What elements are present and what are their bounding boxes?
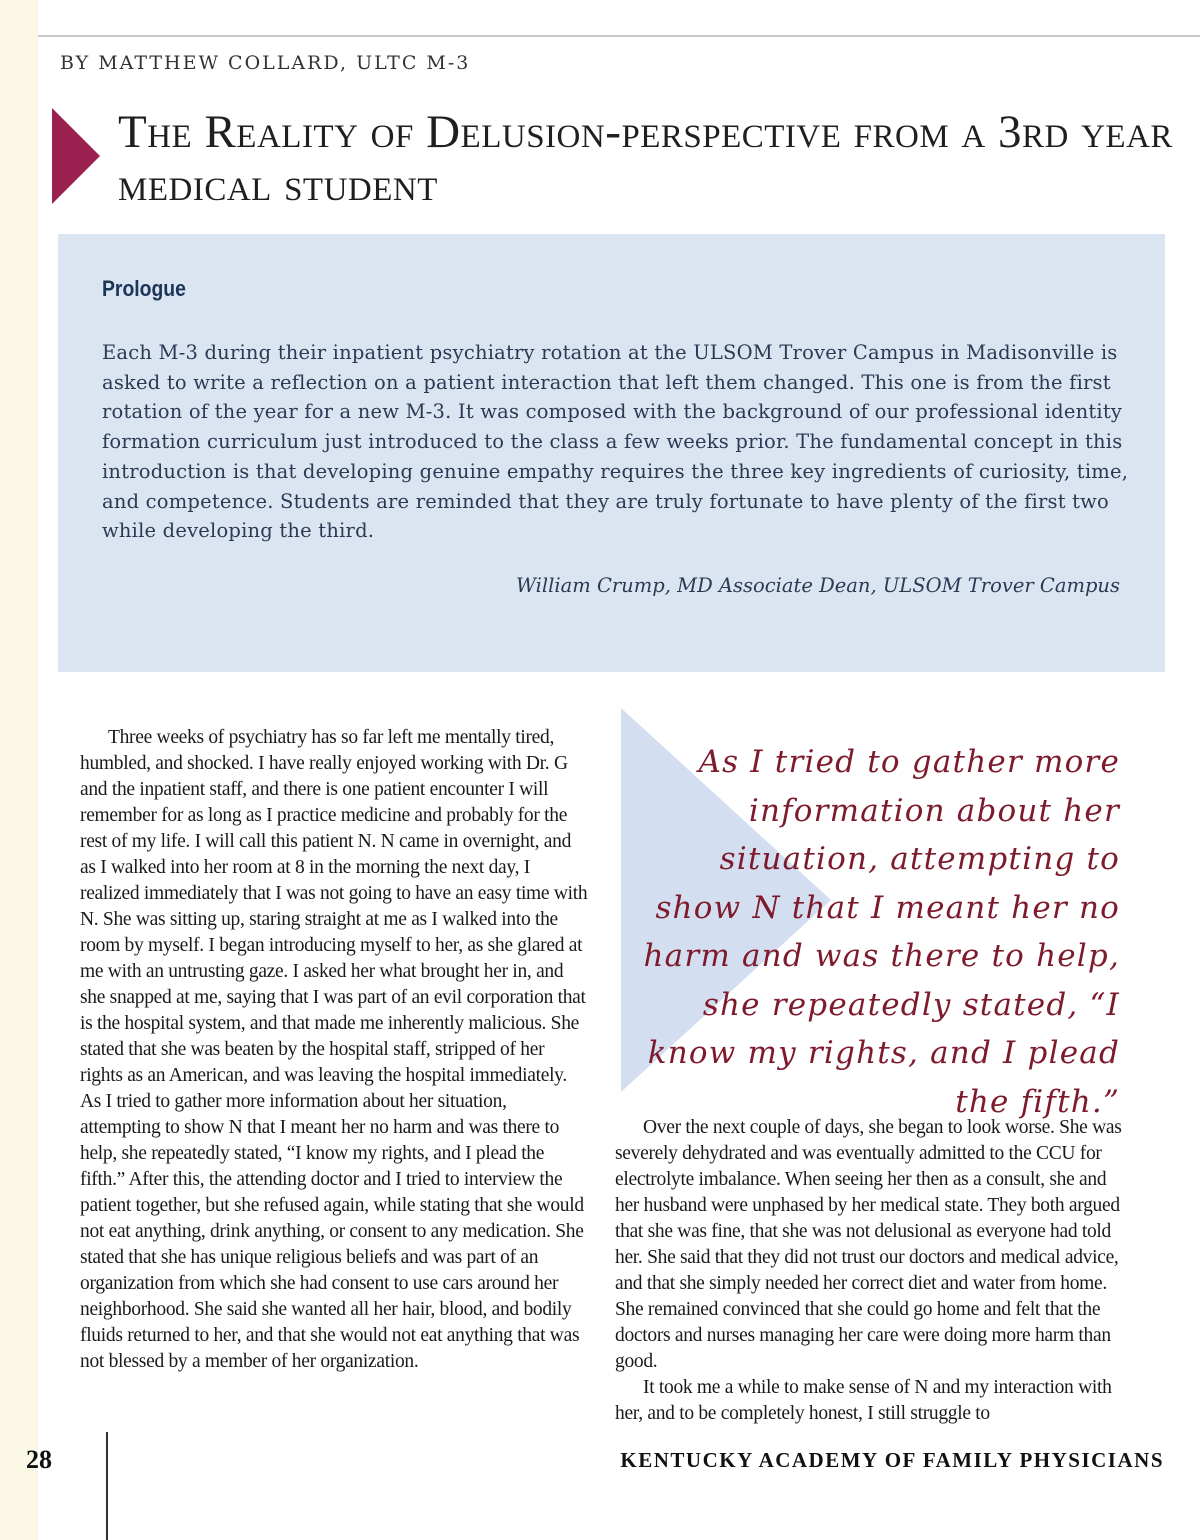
- byline: BY MATTHEW COLLARD, ULTC M-3: [60, 52, 471, 74]
- prologue-box: [58, 234, 1165, 672]
- top-rule: [38, 35, 1200, 37]
- article-paragraph: It took me a while to make sense of N and my interaction with her, and to be completely honest, I still struggle to: [615, 1377, 1112, 1424]
- prologue-signature: William Crump, MD Associate Dean, ULSOM Trover Campus: [515, 574, 1120, 597]
- prologue-heading: Prologue: [102, 276, 186, 301]
- article-left-column: Three weeks of psychiatry has so far left me mentally tired, humbled, and shocked. I have really enjoyed working with Dr. G and the inpatient staff, and there is one patient encounter I will remember for as long as I practice medicine and probably for the rest of my life. I will call this patient N. N came in overnight, and as I walked into her room at 8 in the morning the next day, I realized immediately that I was not going to have an easy time with N. She was sitting up, staring straight at me as I walked into the room by myself. I began introducing myself to her, as she glared at me with an untrusting gaze. I asked her what brought her in, and she snapped at me, saying that I was part of an evil corporation that is the hospital system, and that made me inherently malicious. She stated that she was beaten by the hospital staff, stripped of her rights as an American, and was leaving the hospital immediately. As I tried to gather more information about her situation, attempting to show N that I meant her no harm and was there to help, she repeatedly stated, “I know my rights, and I plead the fifth.” After this, the attending doctor and I tried to interview the patient together, but she refused again, while stating that she would not eat anything, drink anything, or consent to any medication. She stated that she has unique religious beliefs and was part of an organization from which she had consent to use cars around her neighborhood. She said she wanted all her hair, blood, and bodily fluids returned to her, and that she would not eat anything that was not blessed by a member of her organization.: [80, 727, 588, 1372]
- article-paragraph: Over the next couple of days, she began to look worse. She was severely dehydrated and was eventually admitted to the CCU for electrolyte imbalance. When seeing her then as a consult, she and her husband were unphased by her medical state. They both argued that she was fine, that she was not delusional as everyone had told her. She said that they did not trust our doctors and medical advice, and that she simply needed her correct diet and water from home. She remained convinced that she could go home and felt that the doctors and nurses managing her care were doing more harm than good.: [615, 1117, 1122, 1372]
- pull-quote: As I tried to gather more information about her situation, attempting to show N that I meant her no harm and was there to help, she repeatedly stated, “I know my rights, and I plead the fifth.”: [643, 744, 1120, 1120]
- article-title: The Reality of Delusion-perspective from a 3rd year medical student: [118, 106, 1173, 211]
- page-number: 28: [26, 1445, 52, 1474]
- article-right-column: [615, 1115, 1129, 1427]
- page-margin-strip: [0, 0, 38, 1540]
- prologue-body: Each M-3 during their inpatient psychiatry rotation at the ULSOM Trover Campus in Madisonville is asked to write a reflection on a patient interaction that left them changed. This one is from the first rotation of the year for a new M-3. It was composed with the background of our professional identity formation curriculum just introduced to the class a few weeks prior. The fundamental concept in this introduction is that developing genuine empathy requires the three key ingredients of curiosity, time, and competence. Students are reminded that they are truly fortunate to have plenty of the first two while developing the third.: [102, 341, 1129, 543]
- footer-divider: [106, 1432, 108, 1540]
- publication-name: KENTUCKY ACADEMY OF FAMILY PHYSICIANS: [620, 1448, 1164, 1472]
- title-arrow-icon: [52, 108, 100, 204]
